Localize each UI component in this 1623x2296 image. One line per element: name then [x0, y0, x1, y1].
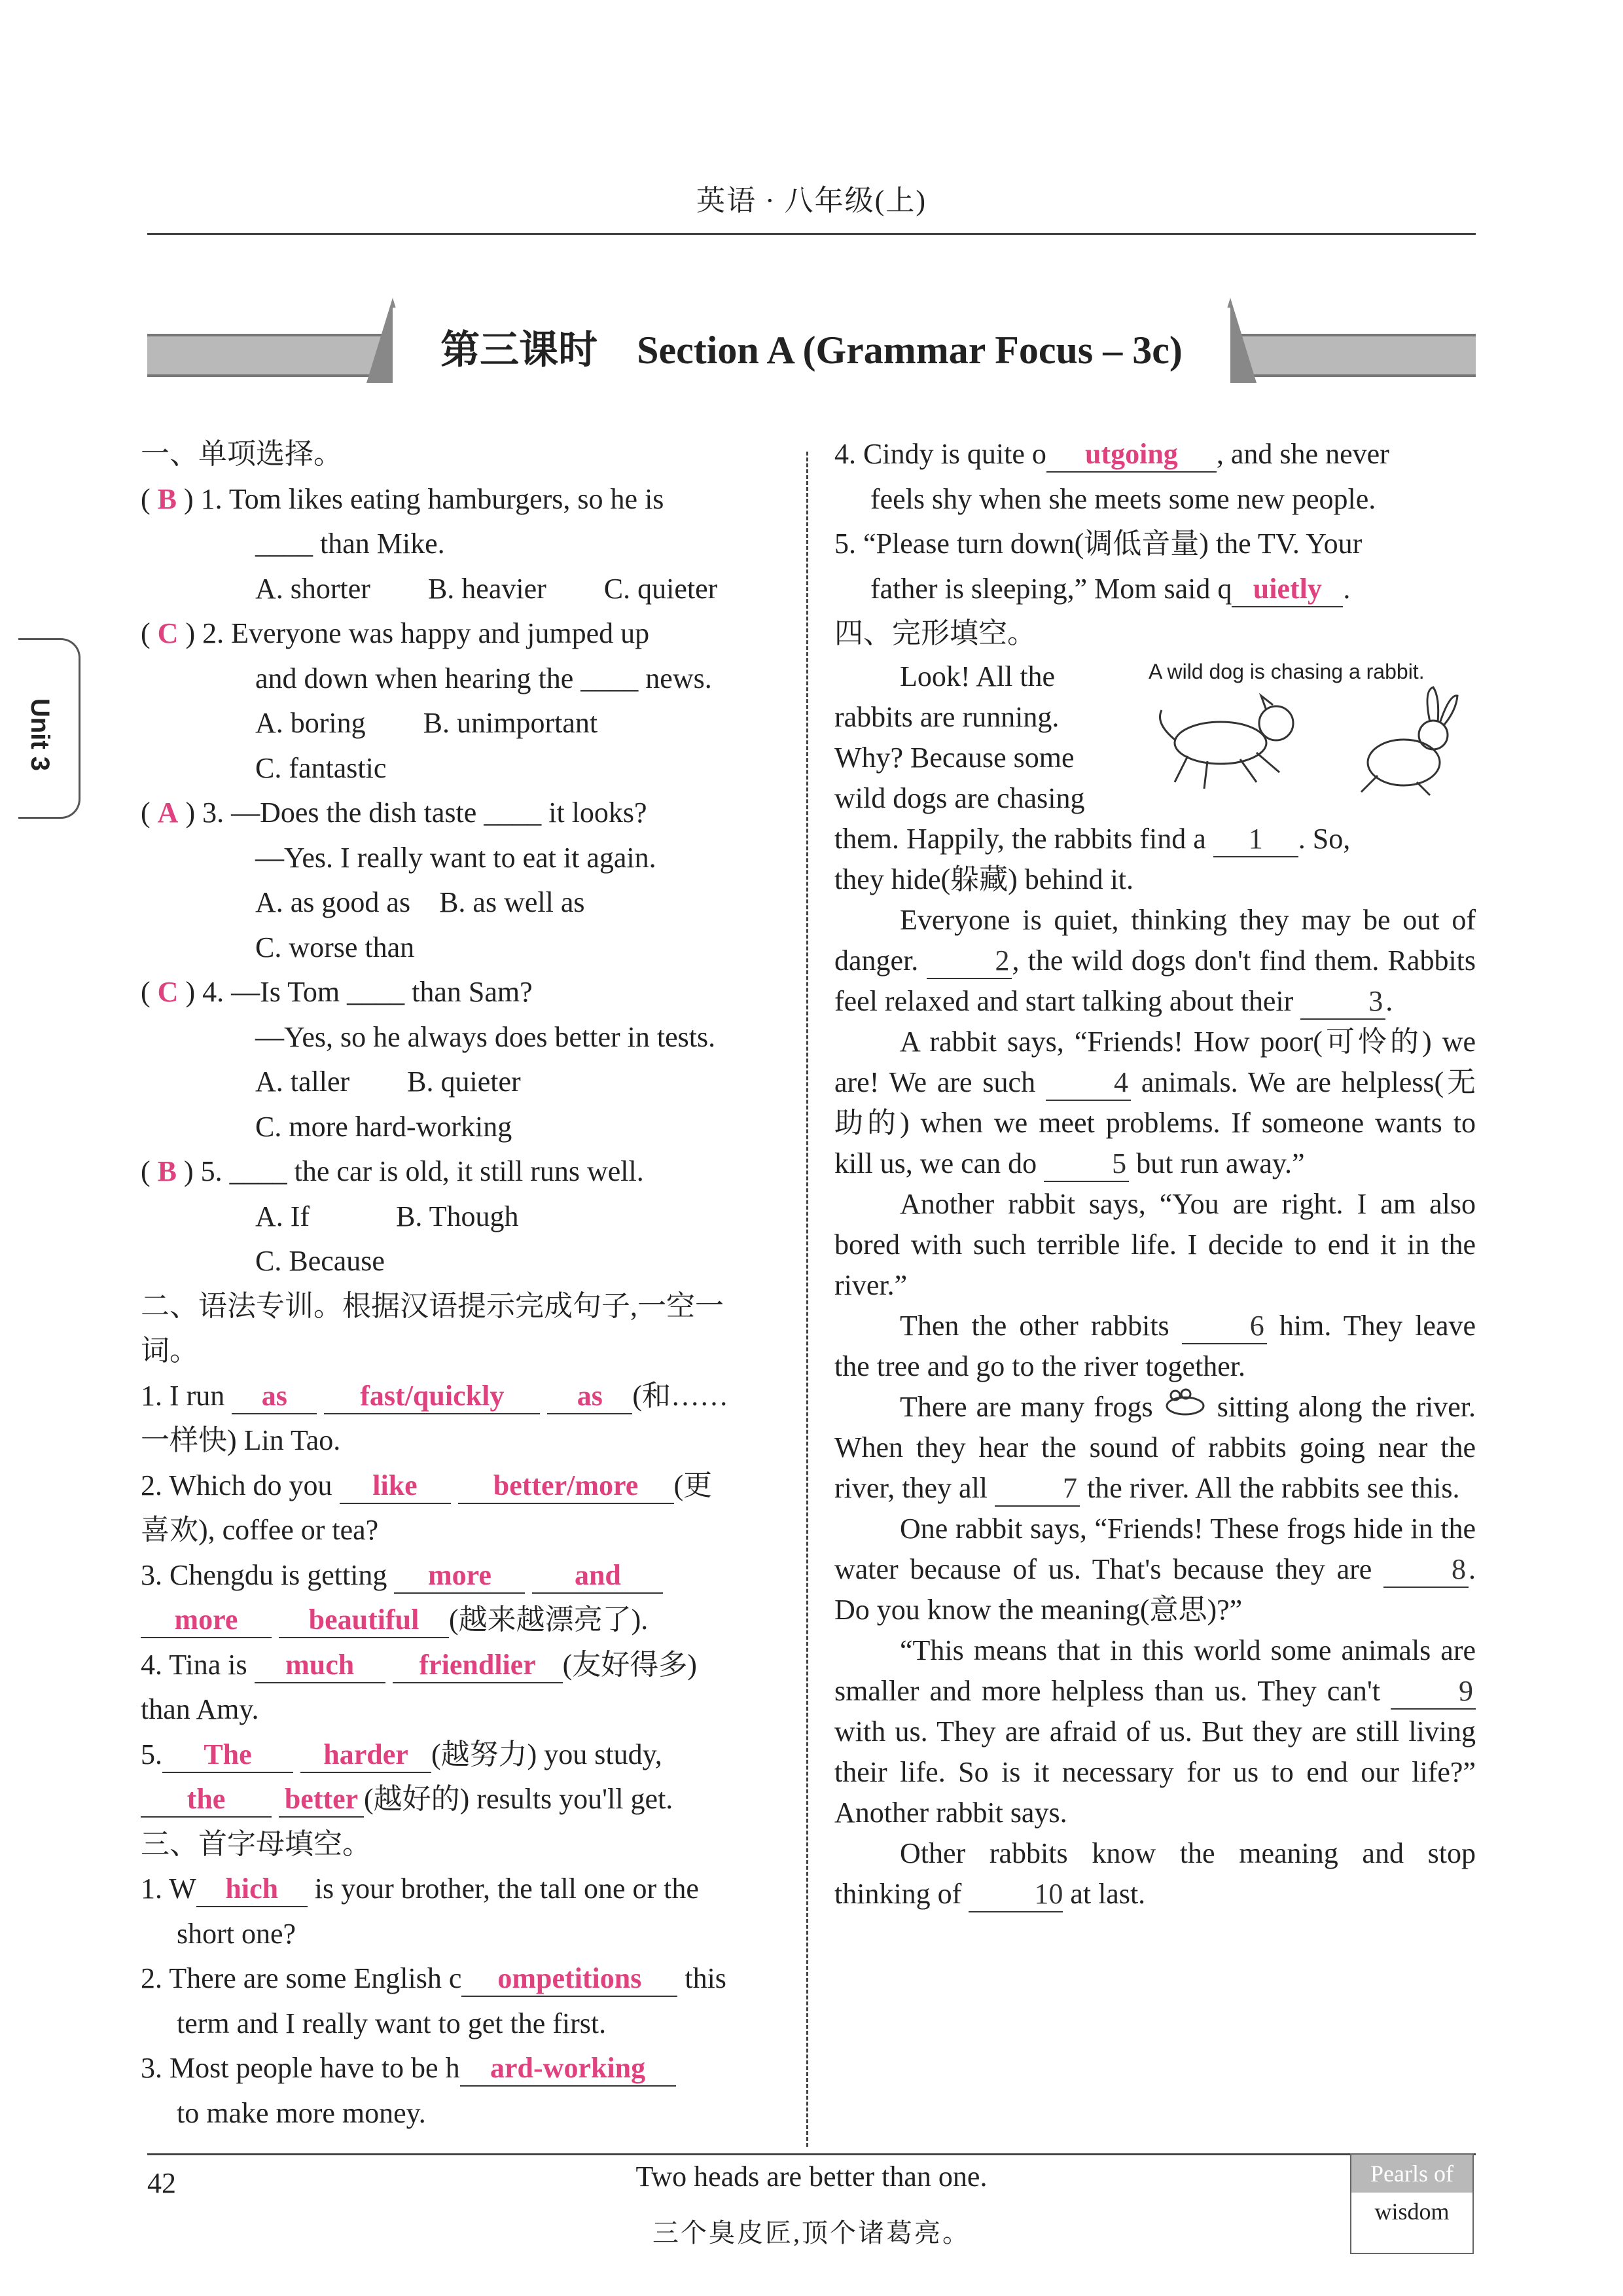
answer-blank: more — [394, 1558, 525, 1594]
cloze-paragraph-4: Another rabbit says, “You are right. I am also bored with such terrible life. I decide to end it in the river.” — [834, 1187, 1476, 1301]
right-column — [834, 432, 1476, 1914]
initial-letter-q2: 2. There are some English c ompetitions this term and I really want to get the first. — [141, 1962, 726, 2039]
mc-answer: B — [157, 482, 177, 515]
cloze-blank: 7 — [995, 1471, 1080, 1507]
left-column — [141, 432, 772, 2136]
rabbit-icon — [1361, 687, 1457, 795]
initial-letter-q3: 3. Most people have to be h ard-working to make more money. — [141, 2046, 772, 2136]
answer-blank: like — [340, 1469, 451, 1504]
answer-blank: friendlier — [393, 1648, 563, 1683]
lesson-title: 第三课时 Section A (Grammar Focus – 3c) — [393, 308, 1230, 393]
grammar-q2: 2. Which do you like better/more (更 喜欢), coffee or tea? — [141, 1469, 713, 1546]
cloze-paragraph-3: A rabbit says, “Friends! How poor(可怜的) we are! We are such 4 animals. We are helpless(无助的) when we meet problems. If someone wants to kill us, we can do 5 but run away.” — [834, 1022, 1476, 1184]
cloze-blank: 10 — [969, 1877, 1063, 1912]
cloze-blank: 2 — [927, 944, 1012, 979]
initial-letter-q5: 5. “Please turn down(调低音量) the TV. Your father is sleeping,” Mom said q uietly . — [834, 522, 1476, 611]
answer-blank: as — [547, 1379, 632, 1414]
mc-options: A. taller B. quieter — [255, 1066, 521, 1098]
mc-options: C. more hard-working — [255, 1110, 512, 1143]
mc-answer: C — [157, 976, 179, 1008]
answer-blank: The — [162, 1738, 293, 1773]
mc-options: A. If B. Though — [255, 1200, 519, 1232]
answer-blank: and — [532, 1558, 663, 1594]
mc-question-1: ( B ) 1. Tom likes eating hamburgers, so he is ____ than Mike. A. shorter B. heavier C. quieter — [141, 477, 772, 612]
cloze-paragraph-8: “This means that in this world some animals are smaller and more helpless than us. They can't 9 with us. They are afraid of us. But they are still living their life. So is it necessary for us to end our life?” Another rabbit says. — [834, 1634, 1476, 1829]
cloze-intro: Look! All the rabbits are running. Why? Because some wild dogs are chasing them. Happily, the rabbits find a 1 . So, they hide(躲藏) behind it. — [834, 660, 1351, 895]
mc-question-2: ( C ) 2. Everyone was happy and jumped up and down when hearing the ____ news. A. boring B. unimportant C. fantastic — [141, 611, 772, 791]
initial-letter-q1: 1. W hich is your brother, the tall one or the short one? — [141, 1873, 699, 1950]
answer-blank: utgoing — [1046, 437, 1217, 473]
page-header-title: 英语 · 八年级(上) — [696, 185, 927, 217]
answer-blank: much — [255, 1648, 385, 1683]
answer-blank: ard-working — [460, 2051, 676, 2087]
column-divider — [806, 452, 808, 2147]
cloze-blank: 6 — [1182, 1309, 1267, 1344]
page-number: 42 — [147, 2167, 176, 2199]
answer-blank: uietly — [1232, 572, 1343, 607]
answer-blank: ompetitions — [461, 1962, 677, 1997]
mc-question-3: ( A ) 3. —Does the dish taste ____ it looks? —Yes. I really want to eat it again. A. as good as B. as well as C. worse than — [141, 791, 772, 970]
answer-blank: beautiful — [279, 1603, 449, 1638]
cloze-paragraph-7: One rabbit says, “Friends! These frogs hide in the water because of us. That's because they are 8. Do you know the meaning(意思)?” — [834, 1512, 1476, 1626]
cloze-paragraph-2: Everyone is quiet, thinking they may be out of danger. 2, the wild dogs don't find them. Rabbits feel relaxed and start talking about their 3. — [834, 900, 1476, 1022]
dog-icon — [1160, 696, 1294, 789]
cloze-blank: 9 — [1391, 1674, 1476, 1710]
dog-chasing-rabbit-illustration — [1142, 684, 1476, 802]
mc-options: C. fantastic — [255, 751, 387, 784]
mc-options: C. worse than — [255, 931, 415, 963]
footer-rule — [147, 2153, 1476, 2155]
mc-options: C. Because — [255, 1245, 385, 1277]
cloze-blank: 5 — [1044, 1147, 1129, 1182]
answer-blank: hich — [196, 1872, 308, 1907]
mc-options: A. boring B. unimportant — [255, 707, 598, 739]
pearls-box-top: Pearls of — [1351, 2155, 1472, 2193]
cloze-paragraph-6: There are many frogs sitting along the river. When they hear the sound of rabbits going near the river, they all 7 the river. All the rabbits see this. — [834, 1387, 1476, 1509]
answer-blank: better/more — [458, 1469, 674, 1504]
part1-heading: 一、单项选择。 — [141, 438, 342, 470]
answer-blank: fast/quickly — [324, 1379, 540, 1414]
mc-answer: C — [157, 617, 179, 649]
part3-heading: 三、首字母填空。 — [141, 1827, 371, 1860]
grammar-q1: 1. I run as fast/quickly as (和…… 一样快) Lin Tao. — [141, 1379, 728, 1456]
motto-english: Two heads are better than one. — [635, 2161, 988, 2193]
cloze-blank: 4 — [1046, 1066, 1131, 1101]
pearls-box-bottom: wisdom — [1374, 2198, 1450, 2225]
part4-heading: 四、完形填空。 — [834, 617, 1036, 649]
mc-options: A. as good as B. as well as — [255, 886, 585, 918]
cloze-blank: 3 — [1300, 984, 1385, 1020]
pearls-of-wisdom-box — [1350, 2153, 1474, 2254]
frog-icon — [1162, 1391, 1217, 1423]
header-rule — [147, 233, 1476, 235]
part2-heading: 二、语法专训。根据汉语提示完成句子,一空一词。 — [141, 1289, 724, 1367]
cloze-blank: 1 — [1213, 822, 1298, 857]
grammar-q4: 4. Tina is much friendlier (友好得多) than Amy. — [141, 1648, 697, 1725]
answer-blank: harder — [300, 1738, 431, 1773]
grammar-q5: 5. The harder (越努力) you study, the better (越好的) results you'll get. — [141, 1732, 772, 1822]
cloze-paragraph-9: Other rabbits know the meaning and stop thinking of 10 at last. — [834, 1833, 1476, 1914]
answer-blank: more — [141, 1603, 272, 1638]
mc-question-4: ( C ) 4. —Is Tom ____ than Sam? —Yes, so he always does better in tests. A. taller B. quieter C. more hard-working — [141, 970, 772, 1149]
motto-chinese: 三个臭皮匠,顶个诸葛亮。 — [652, 2218, 971, 2248]
answer-blank: the — [141, 1782, 272, 1818]
answer-blank: as — [232, 1379, 317, 1414]
illustration-caption: A wild dog is chasing a rabbit. — [1149, 660, 1425, 683]
initial-letter-q4: 4. Cindy is quite o utgoing , and she never feels shy when she meets some new people. — [834, 438, 1389, 515]
mc-options: A. shorter B. heavier C. quieter — [255, 572, 718, 605]
mc-answer: B — [157, 1155, 177, 1187]
unit-side-label: Unit 3 — [26, 698, 55, 772]
mc-answer: A — [157, 797, 179, 829]
cloze-paragraph-5: Then the other rabbits 6 him. They leave the tree and go to the river together. — [834, 1309, 1476, 1382]
cloze-blank: 8 — [1383, 1552, 1469, 1588]
grammar-q3: 3. Chengdu is getting more and more beautiful (越来越漂亮了). — [141, 1553, 772, 1643]
answer-blank: better — [279, 1782, 364, 1818]
mc-question-5: ( B ) 5. ____ the car is old, it still runs well. A. If B. Though C. Because — [141, 1149, 772, 1284]
